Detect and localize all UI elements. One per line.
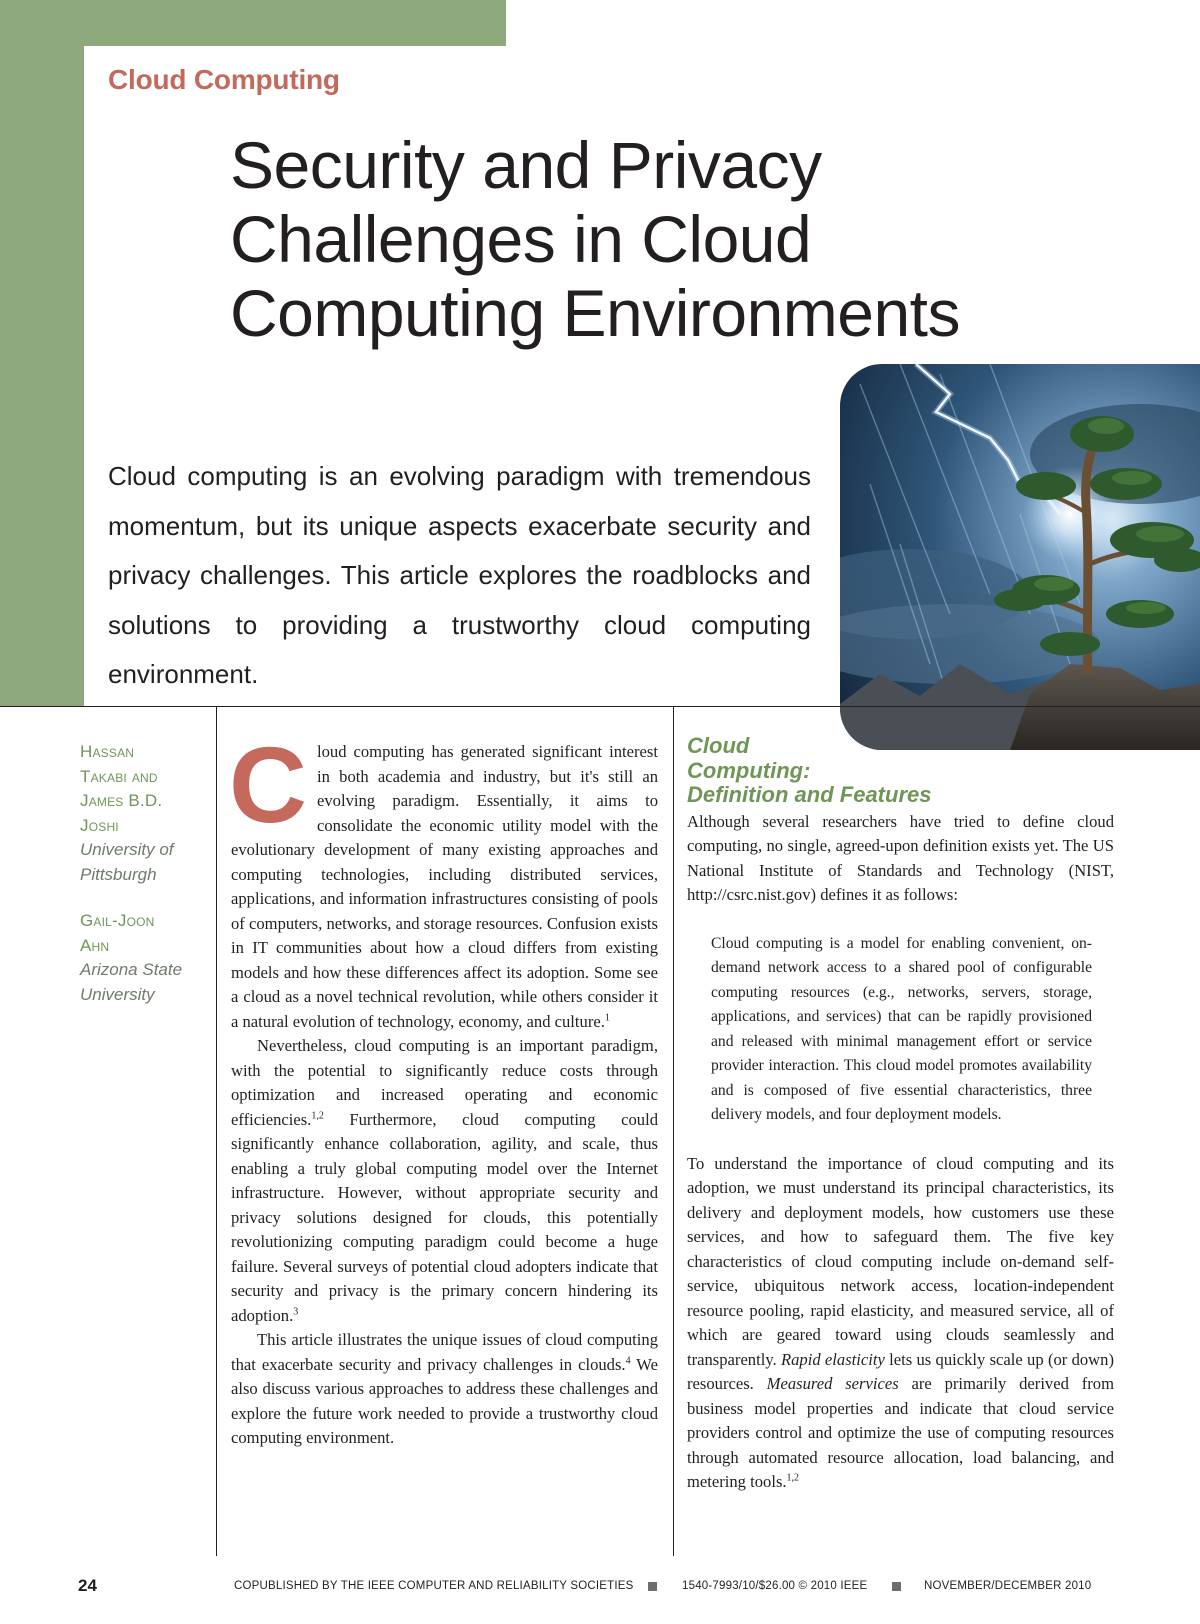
title-line-1: Security and Privacy <box>230 128 822 202</box>
emphasized-term: Measured services <box>766 1374 899 1393</box>
title-line-3: Computing Environments <box>230 276 961 350</box>
column-divider-right <box>673 706 674 1556</box>
drop-cap: C <box>229 724 307 845</box>
lightning-tree-illustration <box>840 364 1200 750</box>
article-title <box>230 128 1030 350</box>
author-affiliation-line: University <box>80 984 155 1004</box>
illustration-graphic <box>840 364 1200 750</box>
body-paragraph-3 <box>231 1328 658 1451</box>
paragraph-text: loud computing has generated significant interest in both academia and industry, but it's still an evolving paradigm. Essentially, it aims to consolidate the economic utility model with the evolutionary development of many existing approaches and computing technologies, including distributed services, applications, and information infrastructures consisting of pools of computers, networks, and storage resources. Confusion exists in IT communities about how a cloud differs from existing models and how these differences affect its adoption. Some see a cloud as a novel technical revolution, while others consider it a natural evolution of technology, economy, and culture. <box>231 742 658 1031</box>
section-heading-line: Computing: <box>687 757 811 783</box>
body-column-2 <box>687 734 1114 1495</box>
footer-issn: 1540-7993/10/$26.00 © 2010 IEEE <box>682 1580 868 1592</box>
article-abstract: Cloud computing is an evolving paradigm with tremendous momentum, but its unique aspects exacerbate security and privacy challenges. This article explores the roadblocks and solutions to providing a trustworthy cloud computing environment. <box>108 461 811 689</box>
paragraph-text: To understand the importance of cloud computing and its adoption, we must understand its principal characteristics, its delivery and deployment models, how customers use these services, and how to safeguard them. The five key characteristics of cloud computing include on-demand self-service, ubiquitous network access, location-independent resource pooling, rapid elasticity, and measured service, all of which are geared toward using clouds seamlessly and transparently. <box>687 1153 1114 1369</box>
author-block-asu <box>80 909 210 1007</box>
body-paragraph-definition-intro: Although several researchers have tried to define cloud computing, no single, agreed-upon definition exists yet. The US National Institute of Standards and Technology (NIST, http://csrc.nist.gov) defines it as follows: <box>687 811 1114 904</box>
author-name-line: Takabi and <box>80 766 158 786</box>
author-name-line: James B.D. <box>80 791 163 810</box>
author-name-line: Hassan <box>80 742 135 761</box>
footer-issue-date: NOVEMBER/DECEMBER 2010 <box>924 1580 1092 1592</box>
author-name-line: Gail-Joon <box>80 911 155 930</box>
reference-marker: 1,2 <box>311 1109 324 1121</box>
body-column-1 <box>229 724 659 1451</box>
nist-definition-quote: Cloud computing is a model for enabling convenient, on-demand network access to a shared pool of configurable computing resources (e.g., networks, servers, storage, applications, and services) that can be rapidly provisioned and released with minimal management effort or service provider interaction. This cloud model promotes availability and is composed of five essential characteristics, three delivery models, and four deployment models. <box>711 934 1092 1123</box>
body-paragraph-characteristics <box>687 1152 1114 1495</box>
paragraph-text: This article illustrates the unique issues of cloud computing that exacerbate security and privacy challenges in clouds. <box>231 1330 658 1374</box>
author-list <box>80 740 210 1029</box>
column-divider-left <box>216 706 217 1556</box>
footer-separator-square <box>892 1582 901 1591</box>
reference-marker: 1,2 <box>786 1472 800 1484</box>
paragraph-text: lets us quickly scale up (or down) resources. <box>687 1349 1114 1393</box>
footer-separator-square <box>648 1582 657 1591</box>
body-paragraph-1 <box>229 724 658 1034</box>
paragraph-text: We also discuss various approaches to address these challenges and explore the future work needed to provide a trustworthy cloud computing environment. <box>231 1354 659 1447</box>
header-divider-rule <box>0 706 1200 707</box>
paragraph-text: Furthermore, cloud computing could significantly enhance collaboration, agility, and scale, thus enabling a truly global computing model over the Internet infrastructure. However, without appropriate security and privacy solutions designed for clouds, this potentially revolutionizing computing paradigm could become a huge failure. Several surveys of potential cloud adopters indicate that security and privacy is the primary concern hindering its adoption. <box>231 1109 658 1325</box>
footer-publisher: COPUBLISHED BY THE IEEE COMPUTER AND RELIABILITY SOCIETIES <box>234 1580 634 1592</box>
author-affiliation-line: University of <box>80 840 174 859</box>
emphasized-term: Rapid elasticity <box>781 1349 885 1369</box>
paragraph-text: Nevertheless, cloud computing is an important paradigm, with the potential to significantly reduce costs through optimization and increased operating and economic efficiencies. <box>231 1036 658 1129</box>
author-name-line: Ahn <box>80 935 110 955</box>
section-heading <box>687 734 1114 808</box>
author-affiliation-line: Pittsburgh <box>80 864 157 884</box>
header-green-band-top <box>0 0 506 46</box>
author-block-pittsburgh <box>80 740 210 887</box>
section-heading-line: Cloud <box>687 733 750 758</box>
reference-marker: 1 <box>604 1011 610 1023</box>
body-paragraph-2 <box>231 1034 658 1328</box>
header-green-band-side <box>0 46 84 706</box>
page-number: 24 <box>78 1576 97 1595</box>
paragraph-text: are primarily derived from business model properties and indicate that cloud service providers control and optimize the use of computing resources through automated resource allocation, load balancing, and metering tools. <box>687 1374 1114 1491</box>
title-line-2: Challenges in Cloud <box>230 202 812 276</box>
section-label: Cloud Computing <box>108 64 340 95</box>
reference-marker: 4 <box>625 1354 631 1366</box>
author-affiliation-line: Arizona State <box>80 960 183 979</box>
author-name-line: Joshi <box>80 815 119 835</box>
section-heading-line: Definition and Features <box>687 782 932 807</box>
reference-marker: 3 <box>293 1305 299 1317</box>
page-footer <box>0 1576 1200 1600</box>
